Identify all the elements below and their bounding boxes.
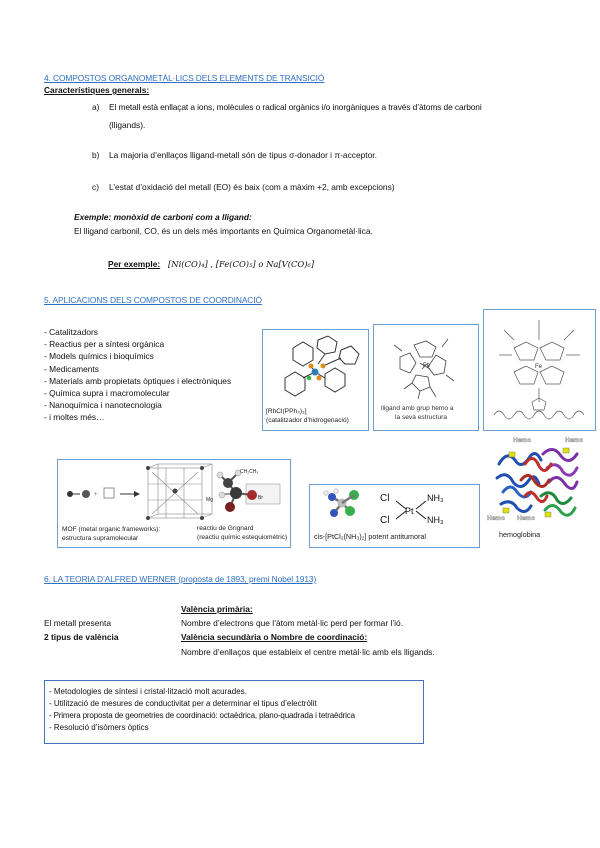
rh-atom: [312, 369, 319, 376]
rhcl-molecule-image: [263, 330, 368, 406]
heme-figure: [373, 324, 479, 431]
grignard-molecule-image: [200, 463, 278, 521]
list-item: - Metodologies de síntesi i cristal·lització molt acurades.: [49, 687, 247, 696]
list-item: - Nanoquímica i nanotecnologia: [44, 400, 162, 411]
item-b-marker: b): [92, 150, 100, 160]
hemoglobin-label-hemo-4: Hemo: [517, 515, 536, 522]
item-c-text: L’estat d’oxidació del metall (EO) és baix (com a màxim +2, amb excepcions): [109, 182, 395, 192]
cisplatin-cl-top: Cl: [380, 493, 390, 504]
primary-valence-text: Nombre d’electrons que l’àtom metàl·lic perd per formar l’ió.: [181, 618, 404, 628]
item-a-marker: a): [92, 102, 100, 112]
heme-protein-figure: [483, 309, 596, 431]
item-b-text: La majoria d’enllaços lligand-metall són de tipus σ-donador i π-acceptor.: [109, 150, 377, 160]
secondary-valence-label: València secundària o Nombre de coordinació:: [181, 632, 368, 642]
hemoglobin-caption: hemoglobina: [499, 530, 541, 539]
applications-list: [44, 326, 231, 424]
grignard-caption-line1: reactiu de Grignard: [197, 525, 254, 532]
svg-text:+: +: [94, 492, 98, 498]
svg-text:Fe: Fe: [423, 363, 431, 369]
item-c-marker: c): [92, 182, 99, 192]
secondary-valence-text: Nombre d’enllaços que estableix el centre metàl·lic amb els lligands.: [181, 647, 435, 657]
heme-protein-image: [484, 310, 595, 430]
two-valence-types-text: 2 tipus de valència: [44, 632, 119, 642]
cisplatin-image: [310, 485, 479, 531]
primary-valence-label: València primària:: [181, 604, 253, 614]
cisplatin-nh3-bottom: NH₃: [427, 515, 444, 525]
hemoglobin-image: [485, 434, 594, 530]
cisplatin-figure: [309, 484, 480, 548]
grignard-mg-label: Mg: [206, 497, 213, 503]
list-item: - Reactius per a síntesi orgànica: [44, 339, 165, 350]
hemoglobin-figure: [485, 434, 594, 546]
mof-caption-line1: MOF (metal organic frameworks):: [62, 526, 161, 533]
mof-caption-line2: estructura supramolecular: [62, 535, 139, 542]
cisplatin-pt: Pt: [405, 506, 414, 516]
item-a-text-line2: (lligands).: [109, 120, 146, 130]
werner-notes-box: [44, 680, 424, 744]
list-item: - Materials amb propietats òptiques i electròniques: [44, 375, 232, 386]
list-item: - Catalitzadors: [44, 327, 98, 337]
section-6-title: 6. LA TEORIA D’ALFRED WERNER (proposta de 1893, premi Nobel 1913): [44, 574, 317, 584]
heme-structure-image: [374, 325, 478, 401]
hemoglobin-label-hemo-1: Hemo: [513, 437, 532, 444]
item-a-text-line1: El metall està enllaçat a ions, molècules o radical orgànics i/o inorgàniques a través d’àtoms de carboni: [109, 102, 482, 112]
svg-text:Fe: Fe: [535, 364, 543, 370]
list-item: - i moltes més…: [44, 412, 105, 423]
cisplatin-cl-bottom: Cl: [380, 515, 390, 526]
list-item: - Primera proposta de geometries de coordinació: octaèdrica, plano-quadrada i tetraèdrica: [49, 711, 355, 720]
heme-caption-line2: la seva estructura: [395, 414, 448, 421]
heme-caption-line1: lligand amb grup hemo a: [381, 405, 454, 412]
list-item: - Química supra i macromolecular: [44, 388, 170, 399]
example-text: El lligand carbonil, CO, és un dels més importants en Química Organometàl·lica.: [74, 226, 373, 236]
hemoglobin-label-hemo-2: Hemo: [565, 437, 584, 444]
rhcl-caption-desc: (catalitzador d’hidrogenació): [266, 417, 349, 424]
rhcl-caption-formula: [RhCl(PPh₃)₃]: [266, 408, 307, 415]
carbonyl-formula: [Ni(CO)₄] , [Fe(CO)₅] o Na[V(CO)₆]: [168, 259, 315, 269]
list-item: - Utilització de mesures de conductivitat per a determinar el tipus d’electròlit: [49, 699, 317, 708]
metal-presents-text: El metall presenta: [44, 618, 112, 628]
cisplatin-caption: cis-[PtCl₂(NH₃)₂] potent antitumoral: [314, 532, 426, 541]
grignard-caption-line2: (reactiu químic estequiomètric): [197, 534, 288, 541]
rhcl-figure: [262, 329, 369, 431]
hemoglobin-label-hemo-3: Hemo: [487, 515, 506, 522]
section-5-title: 5. APLICACIONS DELS COMPOSTOS DE COORDINACIÓ: [44, 295, 262, 305]
list-item: - Resolució d’isòmers òptics: [49, 723, 149, 732]
list-item: - Models químics i bioquímics: [44, 351, 154, 362]
list-item: - Medicaments: [44, 363, 99, 374]
grignard-ethyl-label: CH₂CH₃: [240, 469, 259, 475]
example-heading: Exemple: monòxid de carboni com a lligand:: [74, 212, 252, 222]
per-exemple-label: Per exemple:: [108, 259, 161, 269]
section-4-title: 4. COMPOSTOS ORGANOMETÀL·LICS DELS ELEMENTS DE TRANSICIÓ: [44, 73, 325, 83]
cisplatin-nh3-top: NH₃: [427, 493, 444, 503]
grignard-br-label: Br: [258, 495, 263, 501]
features-heading: Característiques generals:: [44, 85, 150, 95]
